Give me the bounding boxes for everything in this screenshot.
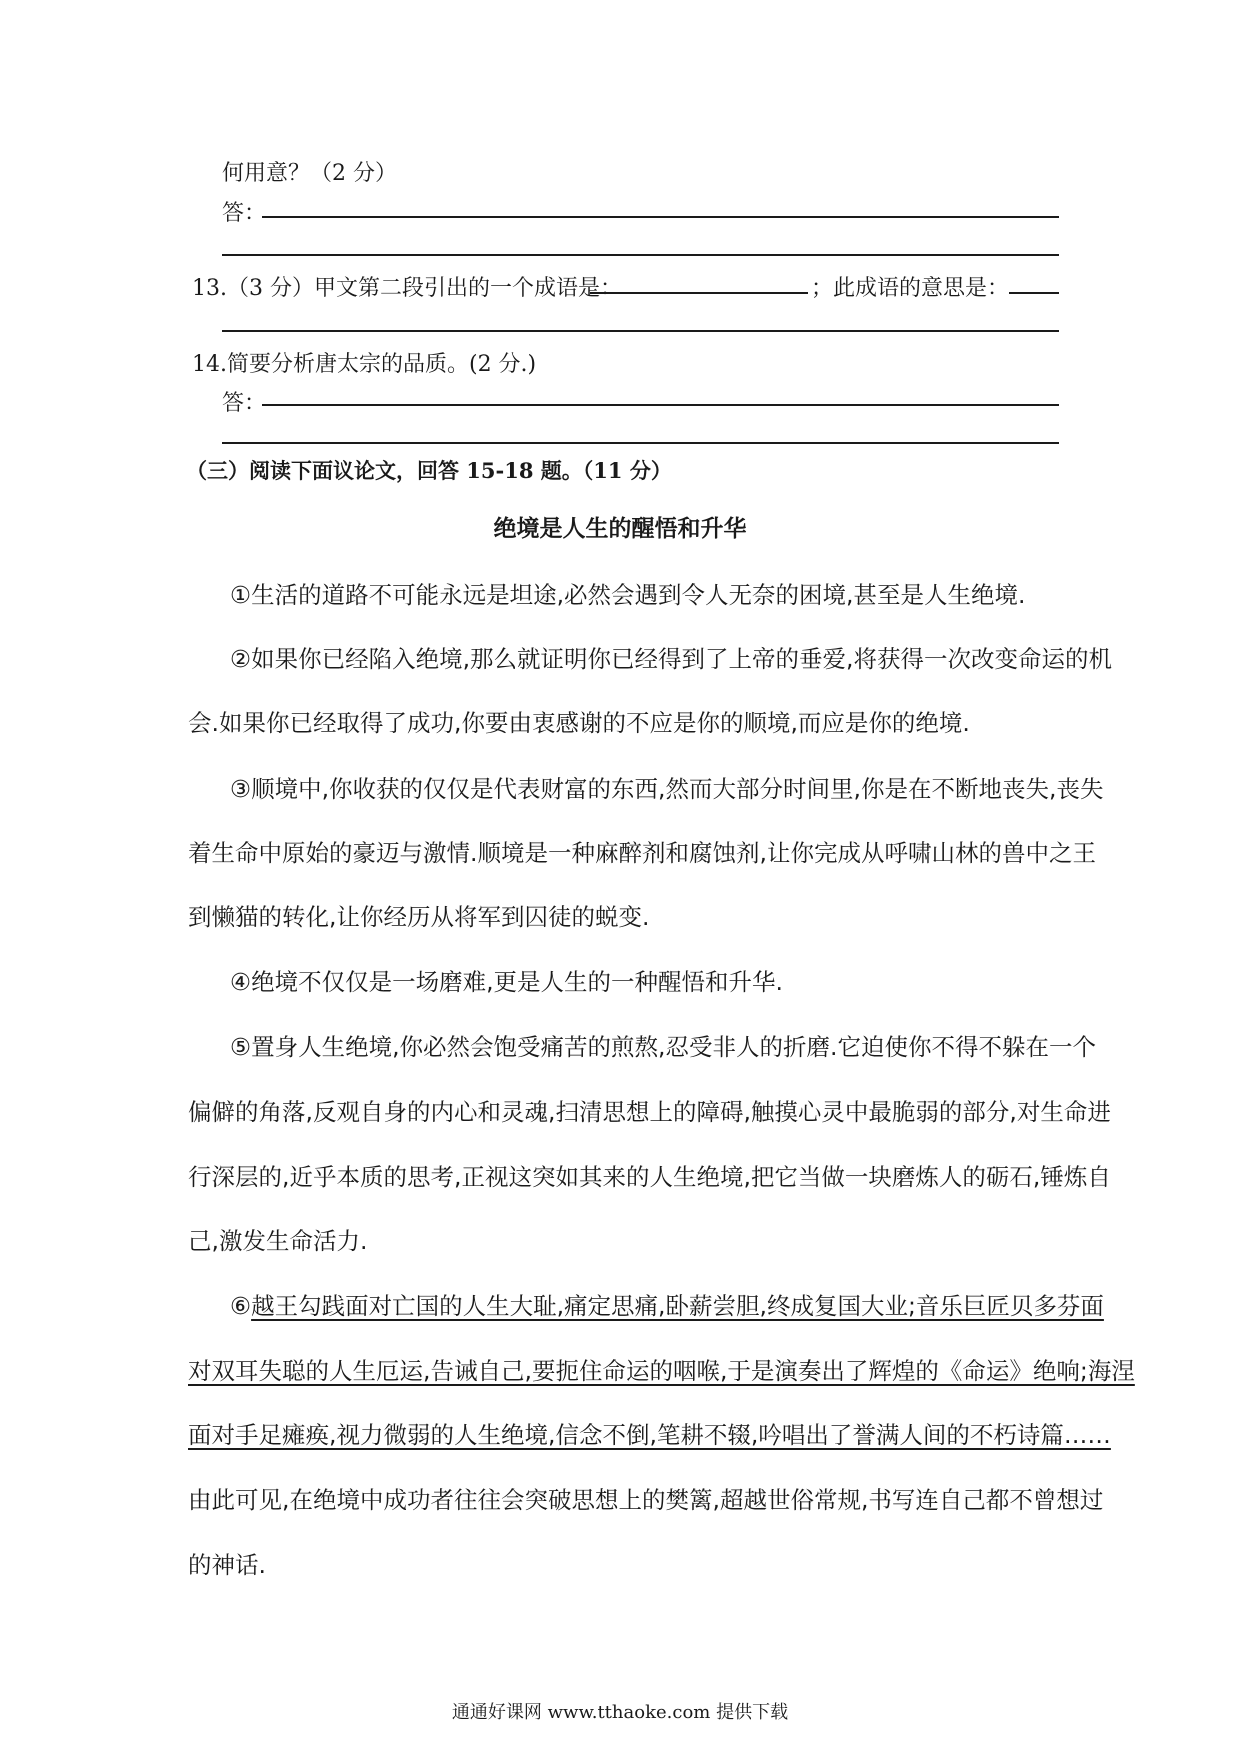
essay-line: 偏僻的角落,反观自身的内心和灵魂,扫清思想上的障碍,触摸心灵中最脆弱的部分,对生命进 (188, 1098, 1111, 1126)
q13-meaning-blank[interactable] (1009, 292, 1059, 294)
underlined-examples: 越王勾践面对亡国的人生大耻,痛定思痛,卧薪尝胆,终成复国大业;音乐巨匠贝多芬面 (251, 1292, 1104, 1320)
essay-paragraph-6 (230, 1287, 1104, 1321)
q14-prompt: 14.简要分析唐太宗的品质。(2 分.) (192, 352, 537, 377)
q12-answer-line-1[interactable] (262, 216, 1059, 218)
essay-line: 着生命中原始的豪迈与激情.顺境是一种麻醉剂和腐蚀剂,让你完成从呼啸山林的兽中之王 (188, 839, 1096, 867)
essay-paragraph-4: ④绝境不仅仅是一场磨难,更是人生的一种醒悟和升华. (230, 968, 784, 996)
q14-answer-line-2[interactable] (222, 442, 1059, 444)
essay-paragraph-2: ②如果你已经陷入绝境,那么就证明你已经得到了上帝的垂爱,将获得一次改变命运的机 (230, 645, 1113, 673)
q14-answer-label: 答： (222, 391, 267, 416)
q13-idiom-blank[interactable] (590, 292, 808, 294)
essay-paragraph-1: ①生活的道路不可能永远是坦途,必然会遇到令人无奈的困境,甚至是人生绝境. (230, 581, 1026, 609)
essay-line: 己,激发生命活力. (188, 1227, 368, 1255)
q13-meaning-label: ；此成语的意思是： (811, 276, 1010, 301)
underlined-examples: 对双耳失聪的人生厄运,告诫自己,要扼住命运的咽喉,于是演奏出了辉煌的《命运》绝响;海涅 (188, 1357, 1135, 1385)
essay-line: 到懒猫的转化,让你经历从将军到囚徒的蜕变. (188, 903, 650, 931)
q12-prompt: 何用意？（2 分） (222, 161, 397, 186)
underlined-examples: 面对手足瘫痪,视力微弱的人生绝境,信念不倒,笔耕不辍,吟唱出了誉满人间的不朽诗篇…… (188, 1421, 1111, 1449)
essay-paragraph-3: ③顺境中,你收获的仅仅是代表财富的东西,然而大部分时间里,你是在不断地丧失,丧失 (230, 775, 1104, 803)
page-footer: 通通好课网 www.tthaoke.com 提供下载 (451, 1702, 789, 1723)
essay-line: 行深层的,近乎本质的思考,正视这突如其来的人生绝境,把它当做一块磨炼人的砺石,锤炼自 (188, 1163, 1111, 1191)
section-heading: （三）阅读下面议论文，回答 15-18 题。（11 分） (186, 458, 672, 483)
essay-line: 由此可见,在绝境中成功者往往会突破思想上的樊篱,超越世俗常规,书写连自己都不曾想过 (188, 1486, 1104, 1514)
q13-prompt: 13.（3 分）甲文第二段引出的一个成语是： (192, 276, 622, 301)
essay-paragraph-5: ⑤置身人生绝境,你必然会饱受痛苦的煎熬,忍受非人的折磨.它迫使你不得不躲在一个 (230, 1033, 1096, 1061)
essay-line: 会.如果你已经取得了成功,你要由衷感谢的不应是你的顺境,而应是你的绝境. (188, 709, 970, 737)
q13-answer-line-2[interactable] (222, 330, 1059, 332)
q12-answer-line-2[interactable] (222, 254, 1059, 256)
q12-answer-label: 答： (222, 201, 267, 226)
q14-answer-line-1[interactable] (262, 404, 1059, 406)
essay-line: 的神话. (188, 1551, 266, 1579)
essay-title: 绝境是人生的醒悟和升华 (493, 515, 747, 542)
paragraph-marker: ⑥ (230, 1292, 252, 1320)
